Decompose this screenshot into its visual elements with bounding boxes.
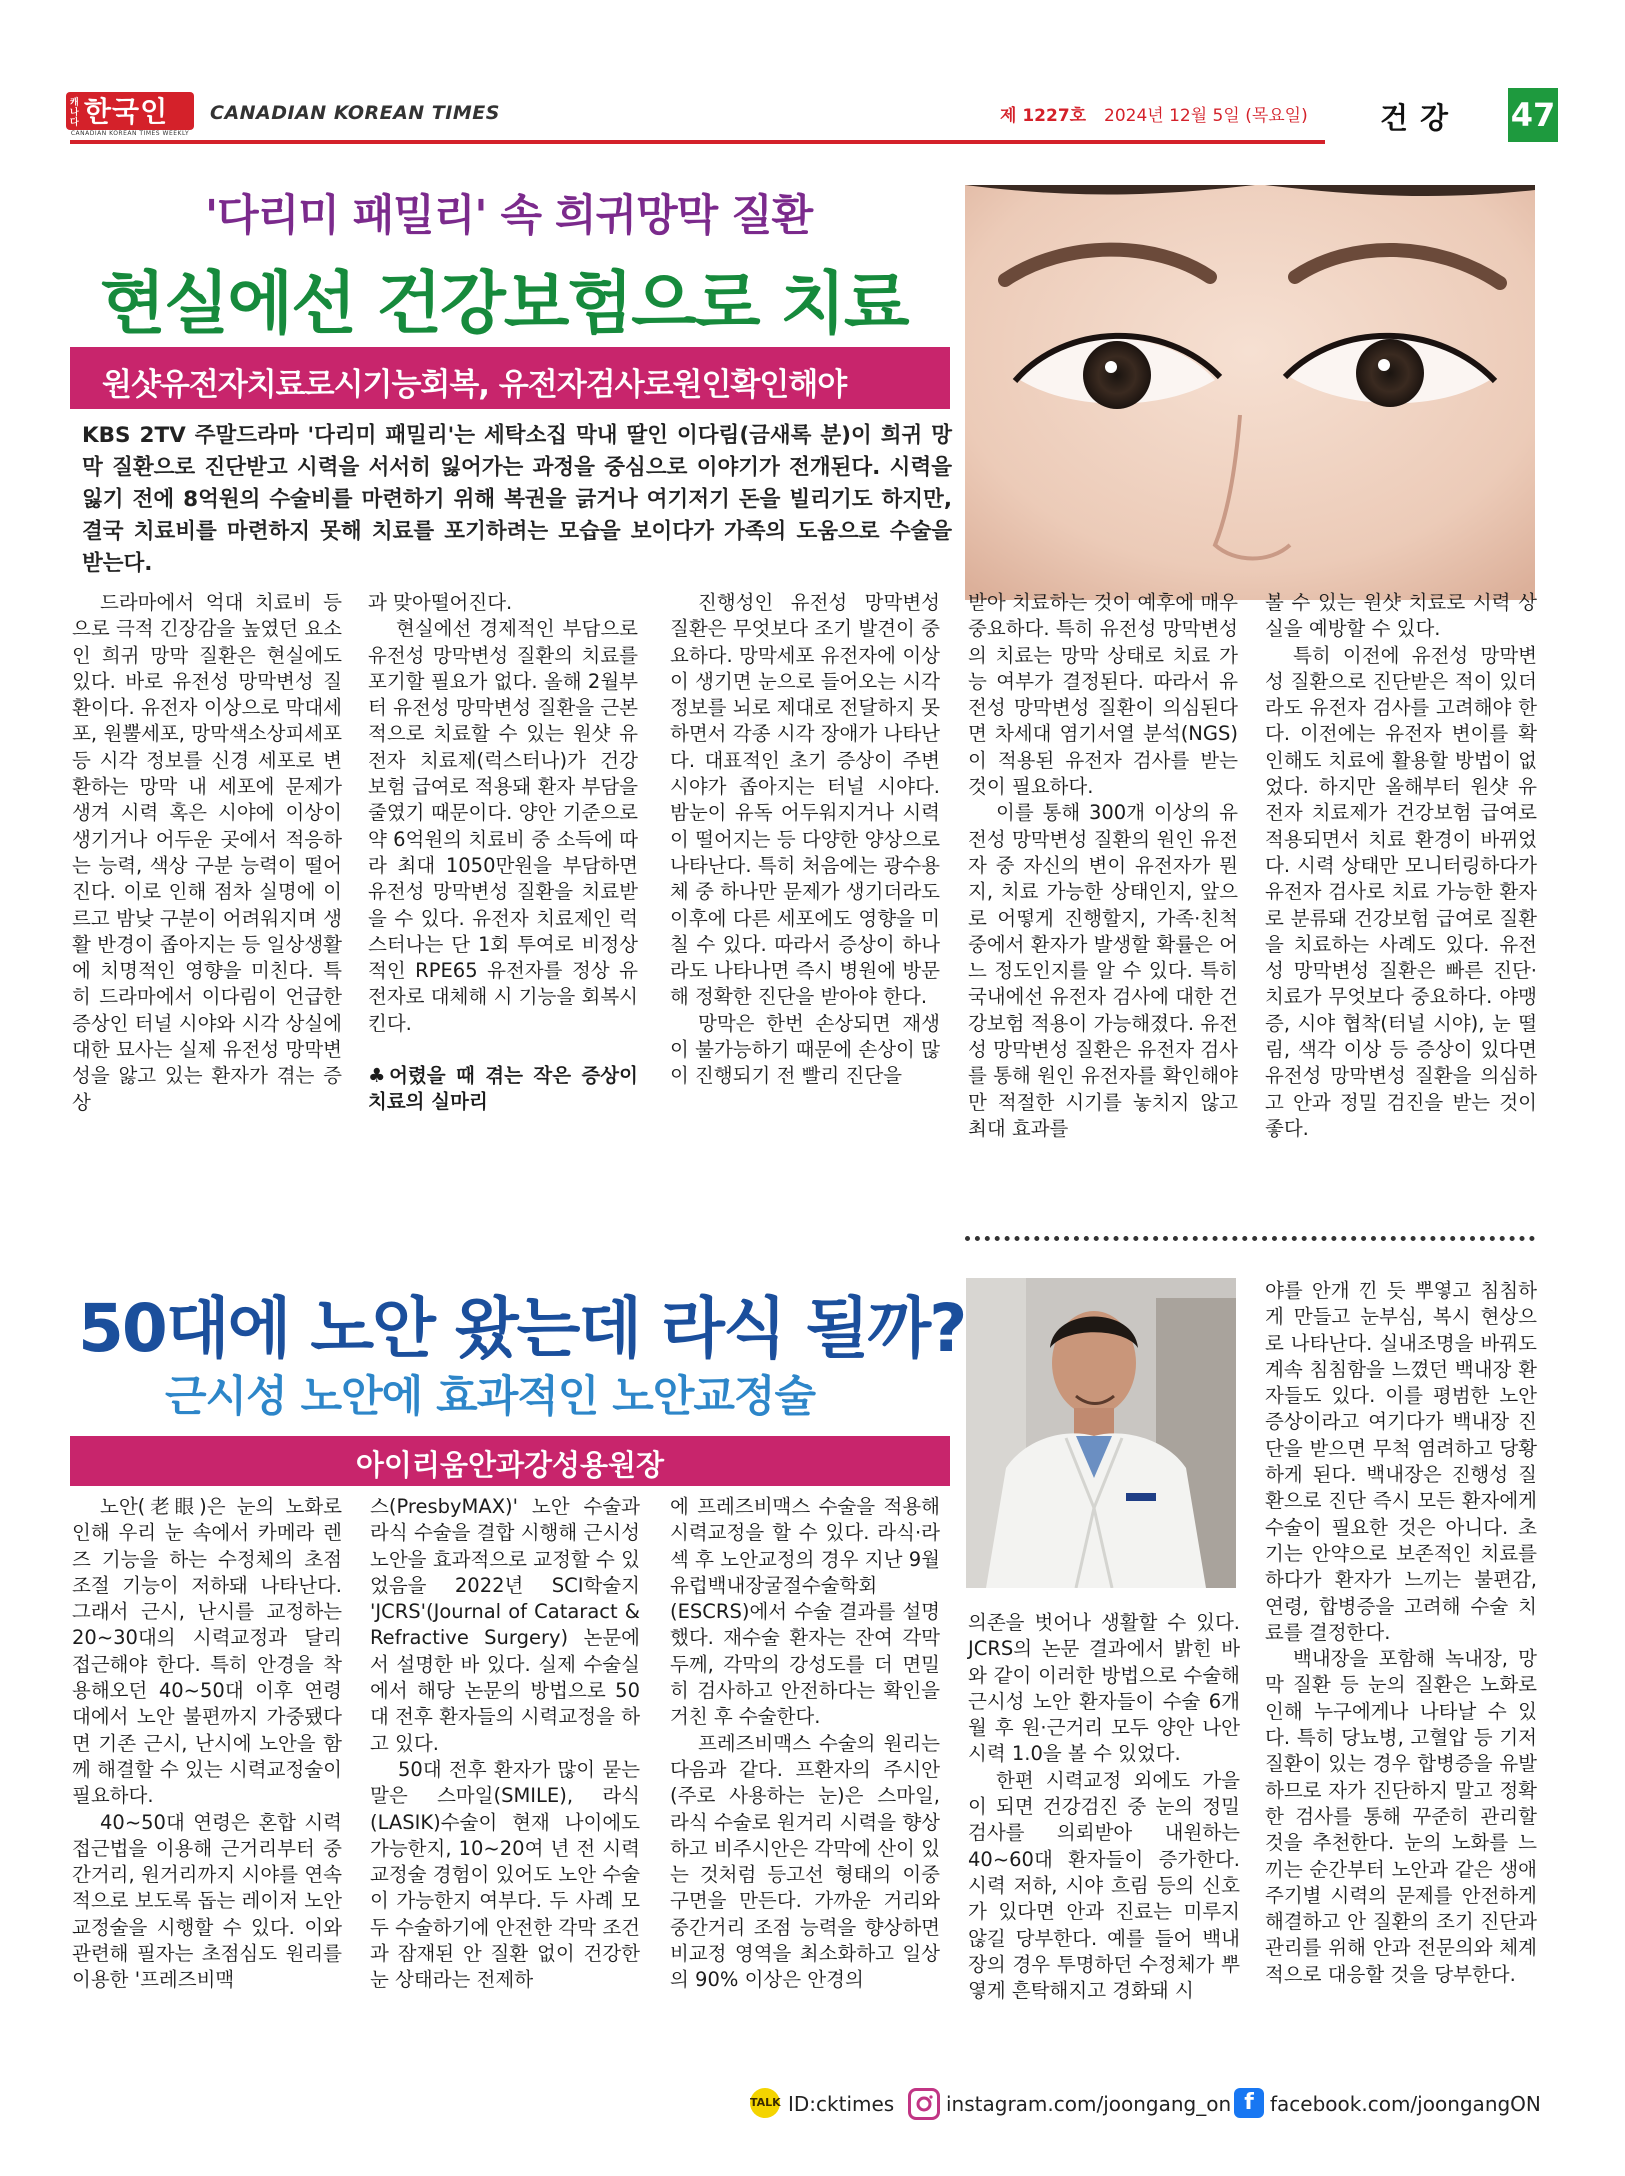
instagram-icon <box>908 2088 940 2120</box>
article2-column-3 <box>670 1494 940 1994</box>
header-rule <box>70 140 1325 144</box>
article1-column-4 <box>968 590 1238 1142</box>
doctor-photo <box>966 1278 1236 1588</box>
article1-lead: KBS 2TV 주말드라마 '다리미 패밀리'는 세탁소집 막내 딸인 이다림(금새록 분)이 희귀 망막 질환으로 진단받고 시력을 서서히 잃어가는 과정을 중심으로 이야기가 전개된다. 시력을 잃기 전에 8억원의 수술비를 마련하기 위해 복권을 긁거나 여기저기 돈을 빌리기도 하지만, 결국 치료비를 마련하지 못해 치료를 포기하려는 모습을 보이다가 가족의 도움으로 수술을 받는다. <box>82 423 952 576</box>
article2-col4-text-1: 의존을 벗어나 생활할 수 있다. JCRS의 논문 결과에서 밝힌 바와 같이 이러한 방법으로 수술해 근시성 노안 환자들이 수술 6개월 후 원·근거리 모두 양안 나안시력 1.0을 볼 수 있었다. <box>968 1611 1240 1766</box>
article1-col2-subhead: ♣어렸을 때 겪는 작은 증상이 치료의 실마리 <box>368 1064 638 1114</box>
section-title: 건강 <box>1380 101 1461 135</box>
article1-col5-text-1: 볼 수 있는 원샷 치료로 시력 상실을 예방할 수 있다. <box>1265 591 1537 641</box>
article1-subhead: 원샷유전자치료로시기능회복, 유전자검사로원인확인해야 <box>102 367 847 403</box>
article2-col1-text-2: 40~50대 연령은 혼합 시력 접근법을 이용해 근거리부터 중간거리, 원거리까지 시야를 연속적으로 보도록 돕는 레이저 노안교정술을 시행할 수 있다. 이와 관련해 필자는 초점심도 원리를 이용한 '프레즈비맥 <box>72 1810 342 1992</box>
article2-byline: 아이리움안과강성용원장 <box>355 1448 665 1482</box>
article2-col5-text-1: 야를 안개 낀 듯 뿌옇고 침침하게 만들고 눈부심, 복시 현상으로 나타난다. 실내조명을 바꿔도 계속 침침함을 느꼈던 백내장 환자들도 있다. 이를 평범한 노안 증상이라고 여기다가 백내장 진단을 받으면 무척 염려하고 당황하게 된다. 백내장은 진행성 질환으로 진단 즉시 모든 환자에게 수술이 필요한 것은 아니다. 초기는 안약으로 보존적인 치료를 하다가 환자가 느끼는 불편감, 연령, 합병증을 고려해 수술 치료를 결정한다. <box>1265 1279 1537 1644</box>
facebook-icon: f <box>1234 2088 1264 2118</box>
issue-number: 제 1227호 <box>1000 106 1087 126</box>
article2-column-4 <box>968 1610 1240 2004</box>
article1-subhead-bar <box>70 347 950 409</box>
social-footer <box>750 2086 1550 2126</box>
article1-col3-text-1: 진행성인 유전성 망막변성 질환은 무엇보다 조기 발견이 중요하다. 망막세포 유전자에 이상이 생기면 눈으로 들어오는 시각 정보를 뇌로 제대로 전달하지 못하면서 각종 시각 장애가 나타난다. 대표적인 초기 증상이 주변 시야가 좁아지는 터널 시야다. 밤눈이 유독 어두워지거나 시력이 떨어지는 등 다양한 양상으로 나타난다. 특히 처음에는 광수용체 중 하나만 문제가 생기더라도 이후에 다른 세포에도 영향을 미칠 수 있다. 따라서 증상이 하나라도 나타나면 즉시 병원에 방문해 정확한 진단을 받아야 한다. <box>670 591 940 1009</box>
issue-date: 2024년 12월 5일 (목요일) <box>1104 106 1308 126</box>
instagram-glyph <box>911 2091 937 2117</box>
article2-col2-text-2: 50대 전후 환자가 많이 묻는 말은 스마일(SMILE), 라식(LASIK)수술이 현재 나이에도 가능한지, 10~20여 년 전 시력 교정술 경험이 있어도 노안 수술이 가능한지 여부다. 두 사례 모두 수술하기에 안전한 각막 조건과 잠재된 안 질환 없이 건강한 눈 상태라는 전제하 <box>370 1757 640 1992</box>
article1-col2-text-1: 과 맞아떨어진다. <box>368 591 513 614</box>
article1-headline: 현실에선 건강보험으로 치료 <box>100 265 908 344</box>
article2-col1-text-1: 노안(老眼)은 눈의 노화로 인해 우리 눈 속에서 카메라 렌즈 기능을 하는 수정체의 초점 조절 기능이 저하돼 나타난다. 그래서 근시, 난시를 교정하는 20~30대의 시력교정과 달리 접근해야 한다. 특히 안경을 착용해오던 40~50대 이후 연령대에서 노안 불편까지 가중됐다면 기존 근시, 난시에 노안을 함께 해결할 수 있는 시력교정술이 필요하다. <box>72 1495 342 1808</box>
article1-kicker: '다리미 패밀리' 속 희귀망막 질환 <box>205 191 813 241</box>
article2-subhead: 근시성 노안에 효과적인 노안교정술 <box>165 1372 815 1422</box>
article2-col2-text-1: 스(PresbyMAX)' 노안 수술과 라식 수술을 결합 시행해 근시성 노안을 효과적으로 교정할 수 있었음을 2022년 SCI학술지 'JCRS'(Journal of Cataract & Refractive Surgery) 논문에서 설명한 바 있다. 실제 수술실에서 해당 논문의 방법으로 50대 전후 환자들의 시력교정을 하고 있다. <box>370 1495 640 1755</box>
logo-sub-text: CANADIAN KOREAN TIMES WEEKLY <box>70 130 190 137</box>
article1-col1-text: 드라마에서 억대 치료비 등으로 극적 긴장감을 높였던 요소인 희귀 망막 질환은 현실에도 있다. 바로 유전성 망막변성 질환이다. 유전자 이상으로 막대세포, 원뿔세포, 망막색소상피세포 등 시각 정보를 신경 세포로 변환하는 망막 내 세포에 문제가 생겨 시력 혹은 시야에 이상이 생기거나 어두운 곳에서 적응하는 능력, 색상 구분 능력이 떨어진다. 이로 인해 점차 실명에 이르고 밤낮 구분이 어려워지며 생활 반경이 좁아지는 등 일상생활에 치명적인 영향을 미친다. 특히 드라마에서 이다림이 언급한 증상인 터널 시야와 시각 상실에 대한 묘사는 실제 유전성 망막변성을 앓고 있는 환자가 겪는 증상 <box>72 591 342 1114</box>
doctor-photo-illustration <box>966 1278 1236 1588</box>
logo-side-text: 캐나다 <box>70 98 79 128</box>
paper-logo <box>66 90 194 136</box>
article2-col3-text-2: 프레즈비맥스 수술의 원리는 다음과 같다. 프환자의 주시안(주로 사용하는 눈)은 스마일, 라식 수술로 원거리 시력을 향상하고 비주시안은 각막에 산이 있는 것처럼 등고선 형태의 이중 구면을 만든다. 가까운 거리와 중간거리 조점 능력을 향상하면 비교정 영역을 최소화하고 일상의 90% 이상은 안경의 <box>670 1731 940 1992</box>
article2-byline-bar <box>70 1436 950 1486</box>
article2-column-2 <box>370 1494 640 1994</box>
eyes-photo-illustration <box>965 185 1535 600</box>
logo-badge <box>66 92 194 130</box>
article2-col5-text-2: 백내장을 포함해 녹내장, 망막 질환 등 눈의 질환은 노화로 인해 누구에게나 나타날 수 있다. 특히 당뇨병, 고혈압 등 기저 질환이 있는 경우 합병증을 유발하므로 자가 진단하지 말고 정확한 검사를 통해 꾸준히 관리할 것을 추천한다. 눈의 노화를 느끼는 순간부터 노안과 같은 생애 주기별 시력의 문제를 안전하게 해결하고 안 질환의 조기 진단과 관리를 위해 안과 전문의와 체계적으로 대응할 것을 당부한다. <box>1265 1647 1537 1986</box>
article1-column-5 <box>1265 590 1537 1142</box>
article1-column-3 <box>670 590 940 1090</box>
article2-column-5 <box>1265 1278 1537 1988</box>
instagram-link[interactable]: instagram.com/joongang_on <box>946 2092 1232 2116</box>
article1-col4-text-1: 받아 치료하는 것이 예후에 매우 중요하다. 특히 유전성 망막변성의 치료는 망막 상태로 치료 가능 여부가 결정된다. 따라서 유전성 망막변성 질환이 의심된다면 차세대 염기서열 분석(NGS)이 적용된 유전자 검사를 받는 것이 필요하다. <box>968 591 1238 799</box>
page-number: 47 <box>1508 88 1558 142</box>
logo-main-text: 한국인 <box>84 95 169 128</box>
article-divider <box>965 1236 1535 1241</box>
kakao-id[interactable]: ID:cktimes <box>788 2092 895 2116</box>
article2-column-1 <box>72 1494 342 1994</box>
paper-name: CANADIAN KOREAN TIMES <box>210 102 500 124</box>
article2-col3-text-1: 에 프레즈비맥스 수술을 적용해 시력교정을 할 수 있다. 라식·라섹 후 노안교정의 경우 지난 9월 유럽백내장굴절수술학회(ESCRS)에서 수술 결과를 설명했다. 재수술 환자는 잔여 각막 두께, 각막의 강성도를 더 면밀히 검사하고 안전하다는 확인을 거친 후 수술한다. <box>670 1495 940 1729</box>
kakaotalk-icon: TALK <box>750 2088 780 2118</box>
eyes-photo <box>965 185 1535 600</box>
article1-column-1 <box>72 590 342 1116</box>
article2-col4-text-2: 한편 시력교정 외에도 가을이 되면 건강검진 중 눈의 정밀검사를 의뢰받아 내원하는 40~60대 환자들이 증가한다. 시력 저하, 시야 흐림 등의 신호가 있다면 안과 진료는 미루지 않길 당부한다. 예를 들어 백내장의 경우 투명하던 수정체가 뿌옇게 흔탁해지고 경화돼 시 <box>968 1768 1240 2003</box>
article1-col4-text-2: 이를 통해 300개 이상의 유전성 망막변성 질환의 원인 유전자 중 자신의 변이 유전자가 뭔지, 치료 가능한 상태인지, 앞으로 어떻게 진행할지, 가족·친척 중에서 환자가 발생할 확률은 어느 정도인지를 알 수 있다. 특히 국내에선 유전자 검사에 대한 건강보험 적용이 가능해졌다. 유전성 망막변성 질환은 유전자 검사를 통해 원인 유전자를 확인해야만 적절한 시기를 놓치지 않고 최대 효과를 <box>968 801 1238 1140</box>
article1-col2-text-2: 현실에선 경제적인 부담으로 유전성 망막변성 질환의 치료를 포기할 필요가 없다. 올해 2월부터 유전성 망막변성 질환을 근본적으로 치료할 수 있는 원샷 유전자 치료제(럭스터나)가 건강보험 급여로 적용돼 환자 부담을 줄였기 때문이다. 양안 기준으로 약 6억원의 치료비 중 소득에 따라 최대 1050만원을 부담하면 유전성 망막변성 질환을 치료받을 수 있다. 유전자 치료제인 럭스터나는 단 1회 투여로 비정상적인 RPE65 유전자를 정상 유전자로 대체해 시 기능을 회복시킨다. <box>368 617 638 1035</box>
article1-col3-text-2: 망막은 한번 손상되면 재생이 불가능하기 때문에 손상이 많이 진행되기 전 빨리 진단을 <box>670 1011 940 1088</box>
article1-col5-text-2: 특히 이전에 유전성 망막변성 질환으로 진단받은 적이 있더라도 유전자 검사를 고려해야 한다. 이전에는 유전자 변이를 확인해도 치료에 활용할 방법이 없었다. 하지만 올해부터 원샷 유전자 치료제가 건강보험 급여로 적용되면서 치료 환경이 바뀌었다. 시력 상태만 모니터링하다가 유전자 검사로 치료 가능한 환자로 분류돼 건강보험 급여로 질환을 치료하는 사례도 있다. 유전성 망막변성 질환은 빠른 진단·치료가 무엇보다 중요하다. 야맹증, 시야 협착(터널 시야), 눈 떨림, 색각 이상 등 증상이 있다면 유전성 망막변성 질환을 의심하고 안과 정밀 검진을 받는 것이 좋다. <box>1265 643 1537 1140</box>
article1-column-2 <box>368 590 638 1116</box>
article2-headline: 50대에 노안 왔는데 라식 될까? <box>78 1290 966 1367</box>
facebook-link[interactable]: facebook.com/joongangON <box>1270 2092 1541 2116</box>
